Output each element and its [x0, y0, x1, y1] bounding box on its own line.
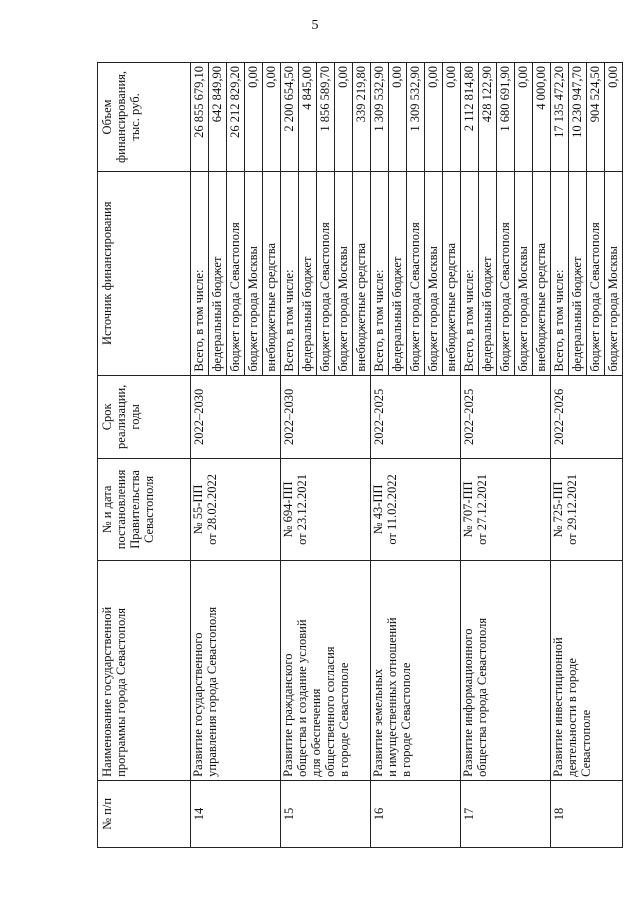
program-name — [551, 560, 623, 780]
header-name: Наименование государственной программы города Севастополя — [98, 560, 191, 780]
funding-source: бюджет города Севастополя — [227, 171, 245, 375]
program-name-line: Развитие государственного — [191, 632, 205, 777]
program-period: 2022–2026 — [551, 375, 623, 458]
program-name-line: в городе Севастополе — [399, 662, 413, 777]
program-decree — [191, 459, 281, 561]
program-decree — [461, 459, 551, 561]
funding-source: бюджет города Севастополя — [587, 171, 605, 375]
funding-value: 339 219,80 — [353, 63, 371, 172]
program-number: 15 — [281, 780, 371, 847]
table-row — [371, 63, 389, 848]
funding-value: 904 524,50 — [587, 63, 605, 172]
program-name-line: общества и создание условий — [295, 619, 309, 777]
funding-value: 428 122,90 — [479, 63, 497, 172]
program-name-line: общественного согласия — [323, 646, 337, 777]
funding-source: бюджет города Москвы — [605, 171, 623, 375]
table-body — [191, 63, 623, 848]
program-decree — [281, 459, 371, 561]
table-row — [191, 63, 209, 848]
funding-value: 0,00 — [335, 63, 353, 172]
funding-source: внебюджетные средства — [263, 171, 281, 375]
program-name-line: Развитие инвестиционной — [551, 637, 565, 777]
program-name — [191, 560, 281, 780]
program-decree-line: от 29.12.2021 — [565, 473, 579, 545]
program-name-line: Развитие гражданского — [281, 653, 295, 777]
header-source: Источник финансирования — [98, 171, 191, 375]
funding-source: внебюджетные средства — [533, 171, 551, 375]
table-row — [461, 63, 479, 848]
program-name-line: общества города Севастополя — [475, 617, 489, 777]
funding-value: 4 000,00 — [533, 63, 551, 172]
program-name-line: Развитие земельных — [371, 668, 385, 777]
funding-source: Всего, в том числе: — [191, 171, 209, 375]
funding-value: 10 230 947,70 — [569, 63, 587, 172]
funding-source: федеральный бюджет — [389, 171, 407, 375]
funding-source: внебюджетные средства — [353, 171, 371, 375]
funding-value: 0,00 — [425, 63, 443, 172]
funding-value: 1 309 532,90 — [371, 63, 389, 172]
header-decree: № и дата постановления Правительства Севастополя — [98, 459, 191, 561]
program-decree — [371, 459, 461, 561]
funding-source: бюджет города Севастополя — [317, 171, 335, 375]
funding-source: внебюджетные средства — [443, 171, 461, 375]
header-volume: Объем финансирования, тыс. руб. — [98, 63, 191, 172]
funding-value: 642 849,90 — [209, 63, 227, 172]
funding-value: 0,00 — [515, 63, 533, 172]
table-row — [281, 63, 299, 848]
funding-source: бюджет города Москвы — [515, 171, 533, 375]
table-row — [551, 63, 569, 848]
table-header-row — [98, 63, 191, 848]
program-decree-line: от 27.12.2021 — [475, 473, 489, 545]
program-period: 2022–2025 — [461, 375, 551, 458]
funding-value: 26 855 679,10 — [191, 63, 209, 172]
funding-source: бюджет города Москвы — [335, 171, 353, 375]
funding-value: 2 200 654,50 — [281, 63, 299, 172]
funding-source: бюджет города Москвы — [425, 171, 443, 375]
funding-value: 1 856 589,70 — [317, 63, 335, 172]
funding-value: 4 845,00 — [299, 63, 317, 172]
program-decree-line: от 23.12.2021 — [295, 473, 309, 545]
program-name-line: в городе Севастополе — [337, 662, 351, 777]
funding-source: Всего, в том числе: — [551, 171, 569, 375]
funding-value: 17 135 472,20 — [551, 63, 569, 172]
program-name-line: для обеспечения — [309, 688, 323, 777]
program-number: 14 — [191, 780, 281, 847]
programs-table — [97, 62, 623, 848]
funding-value: 1 309 532,90 — [407, 63, 425, 172]
rotated-table-wrapper — [97, 62, 620, 848]
funding-source: Всего, в том числе: — [371, 171, 389, 375]
funding-value: 0,00 — [263, 63, 281, 172]
program-decree-line: № 43-ПП — [371, 484, 385, 535]
funding-source: федеральный бюджет — [569, 171, 587, 375]
funding-source: федеральный бюджет — [209, 171, 227, 375]
program-name-line: и имущественных отношений — [385, 617, 399, 777]
program-number: 16 — [371, 780, 461, 847]
program-decree-line: от 11.02.2022 — [385, 474, 399, 545]
funding-value: 0,00 — [245, 63, 263, 172]
funding-value: 0,00 — [605, 63, 623, 172]
header-no: № п/п — [98, 780, 191, 847]
program-name — [461, 560, 551, 780]
program-decree — [551, 459, 623, 561]
program-number: 18 — [551, 780, 623, 847]
funding-source: бюджет города Севастополя — [497, 171, 515, 375]
program-decree-line: № 55-ПП — [191, 484, 205, 535]
program-period: 2022–2030 — [281, 375, 371, 458]
funding-source: Всего, в том числе: — [281, 171, 299, 375]
funding-source: федеральный бюджет — [299, 171, 317, 375]
page-number: 5 — [311, 18, 319, 33]
funding-source: бюджет города Москвы — [245, 171, 263, 375]
program-period: 2022–2025 — [371, 375, 461, 458]
program-decree-line: № 725-ПП — [551, 481, 565, 538]
header-period: Срок реализации, годы — [98, 375, 191, 458]
program-number: 17 — [461, 780, 551, 847]
program-name-line: управления города Севастополя — [205, 606, 219, 777]
program-decree-line: № 707-ПП — [461, 481, 475, 538]
program-name-line: деятельности в городе — [565, 658, 579, 777]
funding-value: 0,00 — [443, 63, 461, 172]
program-name — [371, 560, 461, 780]
funding-source: Всего, в том числе: — [461, 171, 479, 375]
program-name — [281, 560, 371, 780]
program-name-line: Развитие информационного — [461, 628, 475, 777]
funding-source: бюджет города Севастополя — [407, 171, 425, 375]
funding-value: 2 112 814,80 — [461, 63, 479, 172]
program-decree-line: № 694-ПП — [281, 481, 295, 538]
funding-value: 0,00 — [389, 63, 407, 172]
funding-value: 26 212 829,20 — [227, 63, 245, 172]
program-period: 2022–2030 — [191, 375, 281, 458]
program-decree-line: от 28.02.2022 — [205, 473, 219, 545]
program-name-line: Севастополе — [579, 709, 593, 777]
funding-source: федеральный бюджет — [479, 171, 497, 375]
funding-value: 1 680 691,90 — [497, 63, 515, 172]
